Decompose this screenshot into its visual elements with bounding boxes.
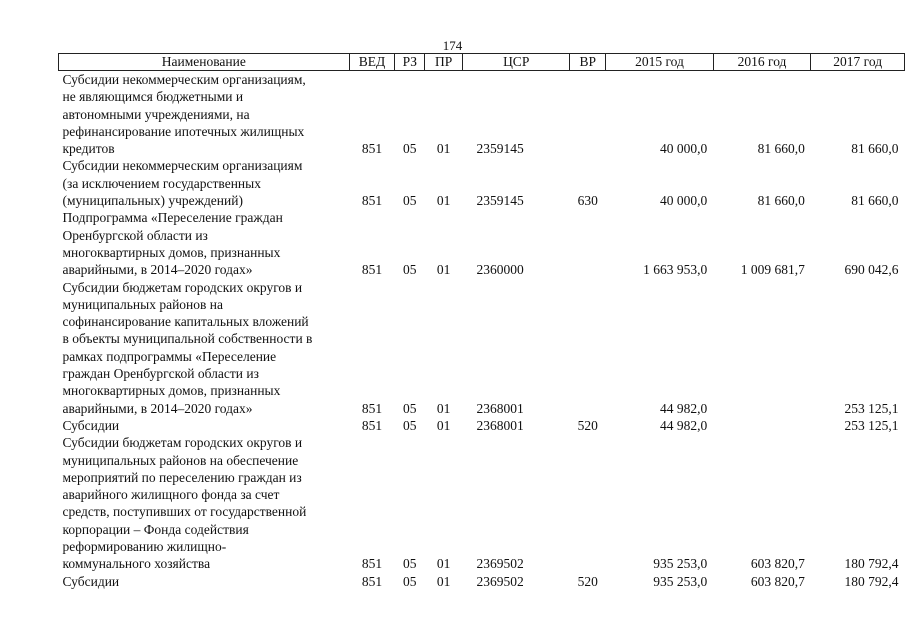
header-vr: ВР bbox=[570, 54, 606, 71]
cell-rz: 05 bbox=[403, 193, 417, 209]
row-name-line: софинансирование капитальных вложений bbox=[62, 314, 309, 330]
header-2016: 2016 год bbox=[713, 54, 811, 71]
cell-2017: 180 792,4 bbox=[844, 556, 899, 572]
row-name bbox=[59, 71, 350, 158]
cell-vr: 520 bbox=[577, 417, 598, 433]
table-row bbox=[59, 417, 905, 434]
cell-2017: 81 660,0 bbox=[851, 141, 899, 157]
cell-ved: 851 bbox=[361, 573, 383, 589]
cell-vr bbox=[570, 434, 606, 572]
row-name bbox=[59, 573, 350, 590]
budget-table bbox=[58, 53, 905, 590]
cell-rz: 05 bbox=[403, 556, 417, 572]
row-name-line: Субсидии некоммерческим организациям, bbox=[62, 72, 306, 87]
row-name-line: в объекты муниципальной собственности в bbox=[62, 331, 313, 347]
cell-2017: 690 042,6 bbox=[844, 262, 899, 278]
cell-2017: 81 660,0 bbox=[851, 193, 899, 209]
cell-vr: 630 bbox=[577, 193, 598, 209]
table-row bbox=[59, 209, 905, 278]
header-2015: 2015 год bbox=[606, 54, 714, 71]
row-name-line: рефинансирование ипотечных жилищных bbox=[62, 123, 305, 139]
row-name-line: Оренбургской области из bbox=[62, 227, 208, 243]
row-name-line: муниципальных районов на обеспечение bbox=[62, 452, 299, 468]
cell-pr: 01 bbox=[436, 141, 451, 157]
cell-pr: 01 bbox=[436, 556, 451, 572]
row-name-line: реформированию жилищно- bbox=[62, 539, 227, 555]
cell-vr bbox=[570, 71, 606, 158]
row-name-line: (за исключением государственных bbox=[62, 175, 261, 191]
cell-2015: 44 982,0 bbox=[659, 417, 708, 433]
row-name-line: мероприятий по переселению граждан из bbox=[62, 469, 302, 485]
row-name-line: аварийными, в 2014–2020 годах» bbox=[62, 262, 253, 278]
row-name-line: автономными учреждениями, на bbox=[62, 106, 250, 122]
row-name-line: коммунального хозяйства bbox=[62, 556, 211, 572]
cell-ved: 851 bbox=[361, 417, 383, 433]
cell-2015: 44 982,0 bbox=[659, 400, 708, 416]
header-pr: ПР bbox=[425, 54, 463, 71]
header-name: Наименование bbox=[59, 54, 350, 71]
cell-2016: 603 820,7 bbox=[750, 573, 805, 589]
row-name-line: (муниципальных) учреждений) bbox=[62, 193, 243, 209]
header-ved: ВЕД bbox=[349, 54, 395, 71]
cell-2017: 253 125,1 bbox=[844, 417, 899, 433]
cell-pr: 01 bbox=[436, 573, 451, 589]
page-number: 174 bbox=[442, 38, 463, 53]
row-name-line: Субсидии бюджетам городских округов и bbox=[62, 279, 303, 295]
cell-ved: 851 bbox=[361, 400, 383, 416]
cell-2016: 1 009 681,7 bbox=[740, 262, 805, 278]
row-name-line: Субсидии bbox=[62, 573, 120, 589]
cell-csr: 2359145 bbox=[476, 193, 524, 209]
cell-2015: 935 253,0 bbox=[653, 573, 708, 589]
row-name-line: Субсидии некоммерческим организациям bbox=[62, 158, 303, 174]
row-name-line: граждан Оренбургской области из bbox=[62, 366, 259, 382]
row-name-line: многоквартирных домов, признанных bbox=[62, 244, 281, 260]
cell-2017: 253 125,1 bbox=[844, 400, 899, 416]
cell-csr: 2369502 bbox=[476, 573, 524, 589]
table-row bbox=[59, 434, 905, 572]
cell-rz: 05 bbox=[403, 141, 417, 157]
cell-ved: 851 bbox=[361, 193, 383, 209]
cell-csr: 2360000 bbox=[476, 262, 524, 278]
cell-2016 bbox=[713, 417, 811, 434]
row-name bbox=[59, 434, 350, 572]
header-rz: РЗ bbox=[395, 54, 425, 71]
cell-csr: 2368001 bbox=[476, 400, 524, 416]
table-row bbox=[59, 573, 905, 590]
header-row bbox=[59, 54, 905, 71]
row-name-line: средств, поступивших от государственной bbox=[62, 504, 307, 520]
row-name-line: рамках подпрограммы «Переселение bbox=[62, 348, 277, 364]
cell-2015: 1 663 953,0 bbox=[643, 262, 708, 278]
cell-vr: 520 bbox=[577, 573, 598, 589]
cell-pr: 01 bbox=[436, 193, 451, 209]
cell-2017: 180 792,4 bbox=[844, 573, 899, 589]
row-name bbox=[59, 279, 350, 417]
cell-pr: 01 bbox=[436, 262, 451, 278]
cell-vr bbox=[570, 279, 606, 417]
cell-rz: 05 bbox=[403, 400, 417, 416]
cell-ved: 851 bbox=[361, 262, 383, 278]
row-name-line: Субсидии бюджетам городских округов и bbox=[62, 435, 303, 451]
cell-ved: 851 bbox=[361, 556, 383, 572]
row-name-line: муниципальных районов на bbox=[62, 296, 223, 312]
cell-2016 bbox=[713, 279, 811, 417]
cell-csr: 2369502 bbox=[476, 556, 524, 572]
table-row bbox=[59, 279, 905, 417]
table-row bbox=[59, 71, 905, 158]
row-name bbox=[59, 417, 350, 434]
header-csr: ЦСР bbox=[463, 54, 570, 71]
row-name-line: Субсидии bbox=[62, 417, 120, 433]
row-name bbox=[59, 209, 350, 278]
row-name-line: кредитов bbox=[62, 141, 115, 157]
row-name-line: корпорации – Фонда содействия bbox=[62, 521, 249, 537]
row-name bbox=[59, 157, 350, 209]
cell-2015: 40 000,0 bbox=[659, 141, 708, 157]
cell-rz: 05 bbox=[403, 262, 417, 278]
row-name-line: Подпрограмма «Переселение граждан bbox=[62, 210, 283, 226]
cell-2016: 603 820,7 bbox=[750, 556, 805, 572]
cell-rz: 05 bbox=[403, 417, 417, 433]
cell-vr bbox=[570, 209, 606, 278]
cell-2016: 81 660,0 bbox=[757, 141, 805, 157]
cell-ved: 851 bbox=[361, 141, 383, 157]
row-name-line: многоквартирных домов, признанных bbox=[62, 383, 281, 399]
cell-csr: 2359145 bbox=[476, 141, 524, 157]
row-name-line: аварийного жилищного фонда за счет bbox=[62, 487, 280, 503]
header-2017: 2017 год bbox=[811, 54, 905, 71]
cell-pr: 01 bbox=[436, 400, 451, 416]
cell-2016: 81 660,0 bbox=[757, 193, 805, 209]
row-name-line: аварийными, в 2014–2020 годах» bbox=[62, 400, 253, 416]
row-name-line: не являющимся бюджетными и bbox=[62, 89, 244, 105]
cell-pr: 01 bbox=[436, 417, 451, 433]
cell-2015: 935 253,0 bbox=[653, 556, 708, 572]
table-row bbox=[59, 157, 905, 209]
cell-2015: 40 000,0 bbox=[659, 193, 708, 209]
cell-rz: 05 bbox=[403, 573, 417, 589]
cell-csr: 2368001 bbox=[476, 417, 524, 433]
